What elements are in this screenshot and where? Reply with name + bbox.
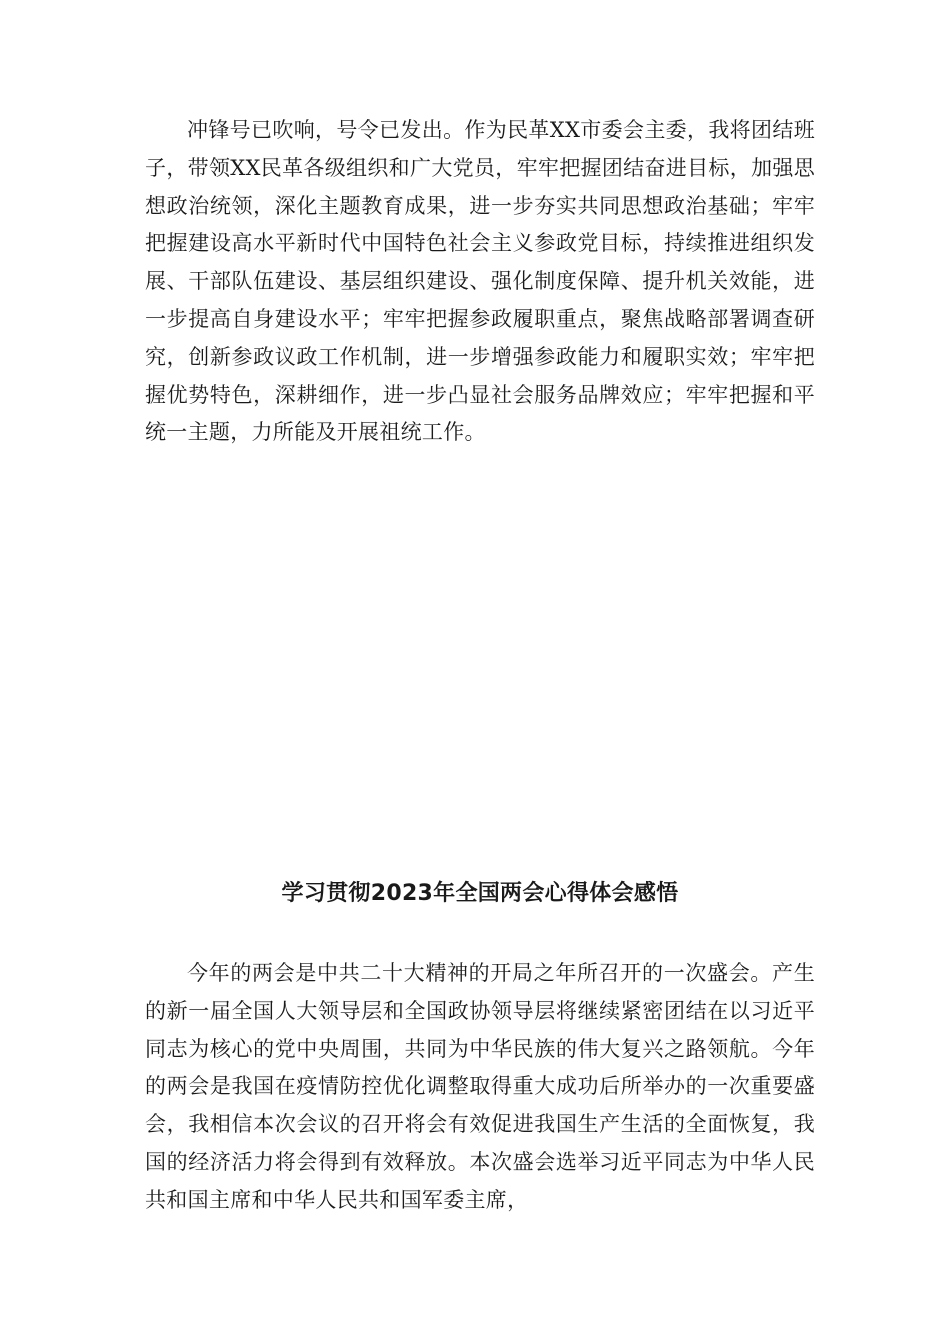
article-title: 学习贯彻2023年全国两会心得体会感悟: [281, 881, 679, 906]
body-paragraph-2: 今年的两会是中共二十大精神的开局之年所召开的一次盛会。产生的新一届全国人大领导层和全国政协领导层将继续紧密团结在以习近平同志为核心的党中央周围，共同为中华民族的伟大复兴之路领航。今年的两会是我国在疫情防控优化调整取得重大成功后所举办的一次重要盛会，我相信本次会议的召开将会有效促进我国生产生活的全面恢复，我国的经济活力将会得到有效释放。本次盛会选举习近平同志为中华人民共和国主席和中华人民共和国军委主席，: [145, 961, 815, 1212]
body-paragraph-1: 冲锋号已吹响，号令已发出。作为民革XX市委会主委，我将团结班子，带领XX民革各级组织和广大党员，牢牢把握团结奋进目标，加强思想政治统领，深化主题教育成果，进一步夯实共同思想政治基础；牢牢把握建设高水平新时代中国特色社会主义参政党目标，持续推进组织发展、干部队伍建设、基层组织建设、强化制度保障、提升机关效能，进一步提高自身建设水平；牢牢把握参政履职重点，聚焦战略部署调查研究，创新参政议政工作机制，进一步增强参政能力和履职实效；牢牢把握优势特色，深耕细作，进一步凸显社会服务品牌效应；牢牢把握和平统一主题，力所能及开展祖统工作。: [145, 118, 815, 445]
